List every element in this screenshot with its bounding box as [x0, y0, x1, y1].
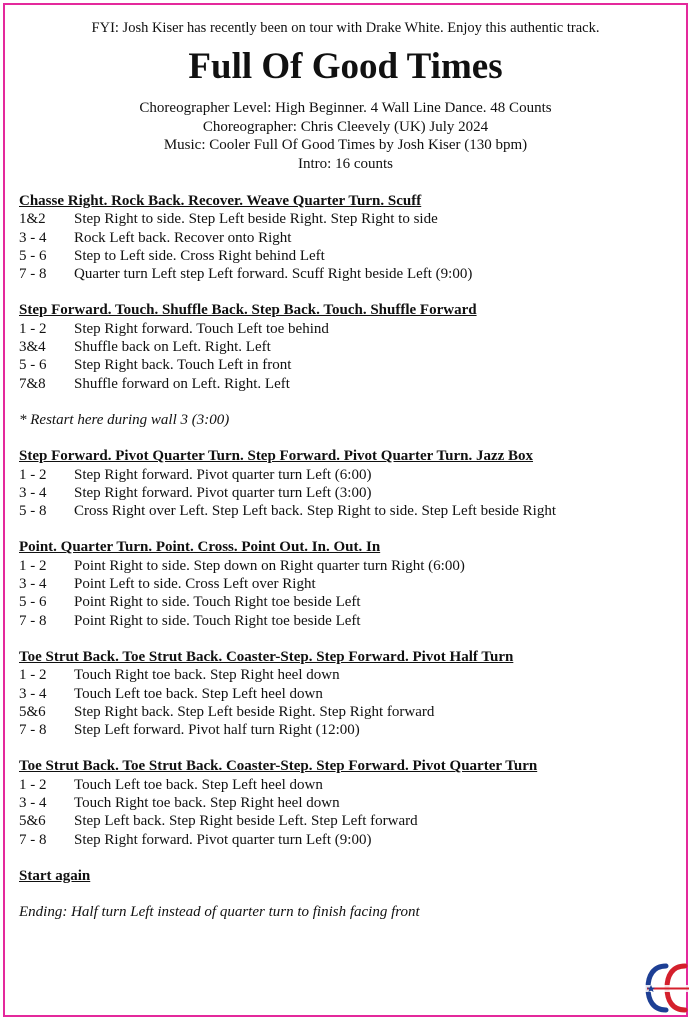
step-row [19, 247, 679, 265]
step-count: 7 - 8 [19, 722, 47, 739]
step-row [19, 557, 679, 575]
step-row [19, 210, 679, 228]
step-row [19, 466, 679, 484]
spacer [19, 429, 679, 447]
step-count: 3&4 [19, 339, 46, 356]
step-row [19, 794, 679, 812]
step-row [19, 776, 679, 794]
step-count: 5 - 6 [19, 357, 47, 374]
step-row [19, 703, 679, 721]
step-text: Step Left forward. Pivot half turn Right (12:00) [74, 722, 360, 739]
music-line: Music: Cooler Full Of Good Times by Josh Kiser (130 bpm) [163, 137, 528, 153]
step-row [19, 229, 679, 247]
step-text: Step Right forward. Pivot quarter turn Left (3:00) [74, 484, 372, 501]
step-count: 1&2 [19, 211, 46, 228]
spacer [19, 283, 679, 301]
section-title: Step Forward. Touch. Shuffle Back. Step Back. Touch. Shuffle Forward [19, 302, 477, 319]
spacer [19, 739, 679, 757]
step-text: Shuffle forward on Left. Right. Left [74, 375, 290, 392]
step-count: 7&8 [19, 375, 46, 392]
step-text: Step Right back. Touch Left in front [74, 357, 292, 374]
step-count: 7 - 8 [19, 612, 47, 629]
step-text: Step Right forward. Pivot quarter turn Left (6:00) [74, 466, 372, 483]
step-text: Step Left back. Step Right beside Left. Step Left forward [74, 813, 418, 830]
step-row [19, 666, 679, 684]
step-row [19, 484, 679, 502]
choreographer-line: Choreographer: Chris Cleevely (UK) July 2024 [202, 118, 489, 135]
section-title: Step Forward. Pivot Quarter Turn. Step Forward. Pivot Quarter Turn. Jazz Box [19, 448, 534, 465]
level-line: Choreographer Level: High Beginner. 4 Wall Line Dance. 48 Counts [139, 100, 552, 116]
step-count: 1 - 2 [19, 466, 47, 483]
step-count: 5 - 6 [19, 594, 47, 611]
section-5 [19, 648, 679, 739]
step-row [19, 356, 679, 374]
spacer [19, 885, 679, 903]
step-text: Touch Left toe back. Step Left heel down [74, 685, 323, 702]
spacer [19, 630, 679, 648]
step-text: Cross Right over Left. Step Left back. Step Right to side. Step Left beside Right [74, 503, 557, 520]
step-count: 5 - 6 [19, 247, 47, 264]
step-text: Rock Left back. Recover onto Right [74, 229, 292, 246]
section-title: Chasse Right. Rock Back. Recover. Weave Quarter Turn. Scuff [19, 193, 422, 209]
section-4 [19, 538, 679, 629]
step-text: Touch Right toe back. Step Right heel down [74, 795, 340, 812]
spacer [19, 393, 679, 411]
step-count: 5&6 [19, 813, 46, 830]
step-row [19, 320, 679, 338]
page-border [3, 3, 688, 1017]
step-count: 1 - 2 [19, 320, 47, 337]
step-row [19, 502, 679, 520]
step-sheet [19, 192, 679, 922]
intro-line: Intro: 16 counts [298, 155, 393, 172]
spacer [19, 849, 679, 867]
section-6 [19, 757, 679, 848]
step-count: 7 - 8 [19, 831, 47, 848]
spacer [19, 520, 679, 538]
section-1 [19, 192, 679, 283]
step-row [19, 375, 679, 393]
section-2 [19, 301, 679, 392]
step-text: Shuffle back on Left. Right. Left [74, 339, 271, 356]
section-title: Point. Quarter Turn. Point. Cross. Point Out. In. Out. In [19, 539, 381, 556]
step-row [19, 338, 679, 356]
step-text: Point Left to side. Cross Left over Right [74, 576, 316, 593]
step-row [19, 265, 679, 283]
step-count: 1 - 2 [19, 667, 47, 684]
step-text: Quarter turn Left step Left forward. Scuff Right beside Left (9:00) [74, 266, 473, 283]
step-count: 3 - 4 [19, 576, 47, 593]
step-count: 5&6 [19, 703, 46, 720]
step-count: 3 - 4 [19, 795, 47, 812]
step-row [19, 685, 679, 703]
step-text: Step Right back. Step Left beside Right. Step Right forward [74, 703, 435, 720]
step-text: Step Right forward. Pivot quarter turn Left (9:00) [74, 831, 372, 848]
page-title: Full Of Good Times [188, 46, 503, 87]
step-text: Point Right to side. Touch Right toe beside Left [74, 612, 361, 629]
step-count: 3 - 4 [19, 229, 47, 246]
dance-info [5, 99, 686, 173]
step-text: Step Right forward. Touch Left toe behind [74, 320, 329, 337]
step-text: Point Right to side. Step down on Right quarter turn Right (6:00) [74, 557, 465, 574]
section-title: Toe Strut Back. Toe Strut Back. Coaster-Step. Step Forward. Pivot Half Turn [19, 648, 514, 665]
step-row [19, 831, 679, 849]
ending-note: Ending: Half turn Left instead of quarter turn to finish facing front [19, 904, 420, 921]
step-count: 1 - 2 [19, 557, 47, 574]
step-text: Touch Right toe back. Step Right heel down [74, 667, 340, 684]
step-row [19, 575, 679, 593]
step-text: Touch Left toe back. Step Left heel down [74, 776, 323, 793]
restart-note: * Restart here during wall 3 (3:00) [19, 411, 230, 428]
step-text: Point Right to side. Touch Right toe beside Left [74, 594, 361, 611]
step-text: Step to Left side. Cross Right behind Left [74, 247, 325, 264]
step-row [19, 812, 679, 830]
step-count: 5 - 8 [19, 503, 47, 520]
step-count: 3 - 4 [19, 685, 47, 702]
coast-to-country-logo [645, 960, 691, 1016]
fyi-note: FYI: Josh Kiser has recently been on tour with Drake White. Enjoy this authentic track. [91, 20, 600, 36]
step-count: 3 - 4 [19, 484, 47, 501]
section-3 [19, 447, 679, 520]
start-again-label: Start again [19, 867, 91, 884]
step-row [19, 593, 679, 611]
step-count: 7 - 8 [19, 266, 47, 283]
step-row [19, 612, 679, 630]
step-count: 1 - 2 [19, 776, 47, 793]
section-title: Toe Strut Back. Toe Strut Back. Coaster-Step. Step Forward. Pivot Quarter Turn [19, 758, 538, 775]
step-text: Step Right to side. Step Left beside Right. Step Right to side [74, 211, 438, 228]
step-row [19, 721, 679, 739]
